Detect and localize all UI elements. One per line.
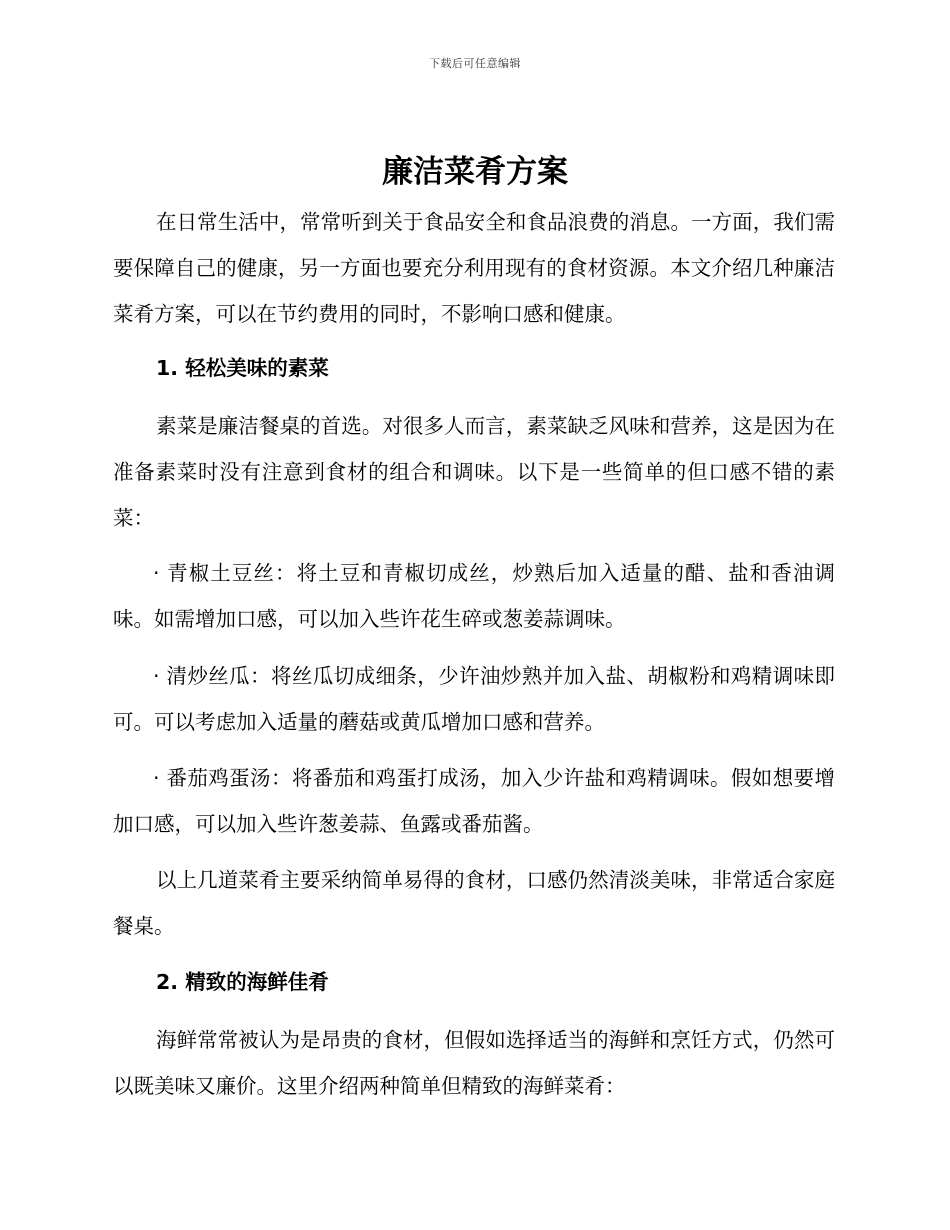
header-note: 下载后可任意编辑 (429, 57, 521, 70)
document-title: 廉洁菜肴方案 (382, 154, 568, 190)
section-1-heading: 1. 轻松美味的素菜 (156, 356, 329, 380)
section-2-paragraph: 海鲜常常被认为是昂贵的食材，但假如选择适当的海鲜和烹饪方式，仍然可以既美味又廉价。这里介绍两种简单但精致的海鲜菜肴： (113, 1028, 835, 1098)
section-2-heading: 2. 精致的海鲜佳肴 (156, 970, 329, 994)
intro-paragraph: 在日常生活中，常常听到关于食品安全和食品浪费的消息。一方面，我们需要保障自己的健康，另一方面也要充分利用现有的食材资源。本文介绍几种廉洁菜肴方案，可以在节约费用的同时，不影响口感和健康。 (113, 210, 835, 326)
list-item: · 清炒丝瓜：将丝瓜切成细条，少许油炒熟并加入盐、胡椒粉和鸡精调味即可。可以考虑加入适量的蘑菇或黄瓜增加口感和营养。 (113, 664, 835, 734)
section-1-closing: 以上几道菜肴主要采纳简单易得的食材，口感仍然清淡美味，非常适合家庭餐桌。 (113, 868, 835, 938)
section-1-paragraph: 素菜是廉洁餐桌的首选。对很多人而言，素菜缺乏风味和营养，这是因为在准备素菜时没有注意到食材的组合和调味。以下是一些简单的但口感不错的素菜： (113, 414, 835, 530)
list-item: · 青椒土豆丝：将土豆和青椒切成丝，炒熟后加入适量的醋、盐和香油调味。如需增加口感，可以加入些许花生碎或葱姜蒜调味。 (113, 561, 835, 631)
list-item: · 番茄鸡蛋汤：将番茄和鸡蛋打成汤，加入少许盐和鸡精调味。假如想要增加口感，可以加入些许葱姜蒜、鱼露或番茄酱。 (113, 766, 835, 836)
